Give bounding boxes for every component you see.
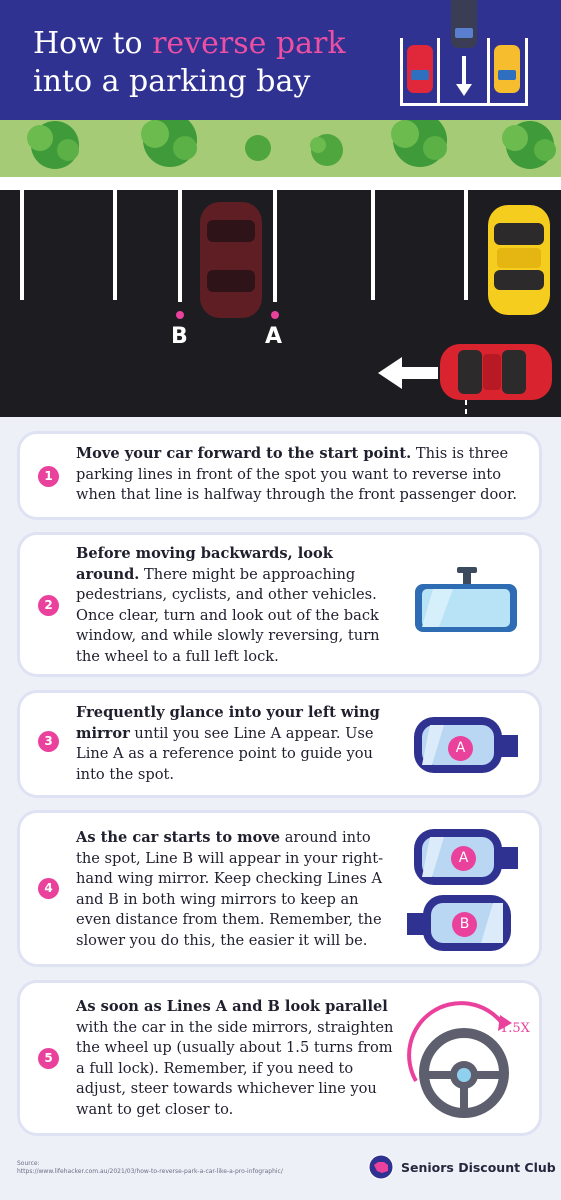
- line-b: [178, 190, 182, 302]
- step-number-4: 4: [38, 878, 59, 899]
- step-text-3: Frequently glance into your left wing mirror until you see Line A appear. Use Line A as a reference point to guide you into the spot.: [76, 704, 380, 783]
- grass-strip: [0, 120, 561, 177]
- line-a: [273, 190, 277, 302]
- step-card-1: [17, 431, 542, 520]
- line-a-marker: [271, 311, 279, 319]
- step-number-5: 5: [38, 1048, 59, 1069]
- step-text-5: As soon as Lines A and B look parallel with the car in the side mirrors, straighten the wheel up (usually about 1.5 turns from a full lock). Remember, if you need to adjust, steer towards whichever line you want to get closer to.: [76, 998, 394, 1118]
- step-text-1: Move your car forward to the start point. This is three parking lines in front of the spot you want to reverse into when that line is halfway through the front passenger door.: [76, 445, 518, 503]
- line-a-label: A: [265, 324, 283, 349]
- ghost-red-car: [200, 202, 262, 318]
- steering-wheel-icon: [404, 1001, 524, 1121]
- mirror-label-b: B: [452, 912, 477, 937]
- step-text-4: As the car starts to move around into the spot, Line B will appear in your right-hand wing mirror. Keep checking Lines A and B in both wing mirrors to keep an even distance from them. Remember, the slower you do this, the easier it will be.: [76, 829, 384, 949]
- parking-bay-icon: [392, 0, 532, 120]
- mirror-label-a: A: [448, 736, 473, 761]
- yellow-car: [488, 205, 550, 315]
- title-highlight: reverse park: [152, 26, 346, 61]
- brand-name: Seniors Discount Club: [401, 1159, 556, 1175]
- step-number-3: 3: [38, 731, 59, 752]
- parking-lot-illustration: [0, 120, 561, 417]
- source-label: Source:: [17, 1160, 40, 1167]
- step-card-4: [17, 810, 542, 967]
- header-banner: [0, 0, 561, 120]
- page-title: How to reverse park into a parking bay: [33, 26, 346, 99]
- curb-line: [0, 177, 561, 190]
- brand-logo: [368, 1152, 556, 1182]
- step-number-1: 1: [38, 466, 59, 487]
- step-number-2: 2: [38, 595, 59, 616]
- rearview-mirror-icon: [413, 567, 519, 637]
- source-link[interactable]: https://www.lifehacker.com.au/2021/03/how-to-reverse-park-a-car-like-a-pro-infographic/: [17, 1168, 283, 1175]
- step-text-2: Before moving backwards, look around. There might be approaching pedestrians, cyclists, and other vehicles. Once clear, turn and look out of the back window, and while slowly reversing, turn the wheel to a full left lock.: [76, 545, 380, 665]
- red-car: [440, 344, 552, 400]
- step-card-3: [17, 690, 542, 798]
- step-card-2: [17, 532, 542, 677]
- step-card-5: [17, 980, 542, 1136]
- line-b-label: B: [171, 324, 188, 349]
- mirror-label-a: A: [451, 846, 476, 871]
- line-b-marker: [176, 311, 184, 319]
- turns-label: 1.5X: [500, 1021, 530, 1036]
- australia-globe-icon: [368, 1154, 394, 1180]
